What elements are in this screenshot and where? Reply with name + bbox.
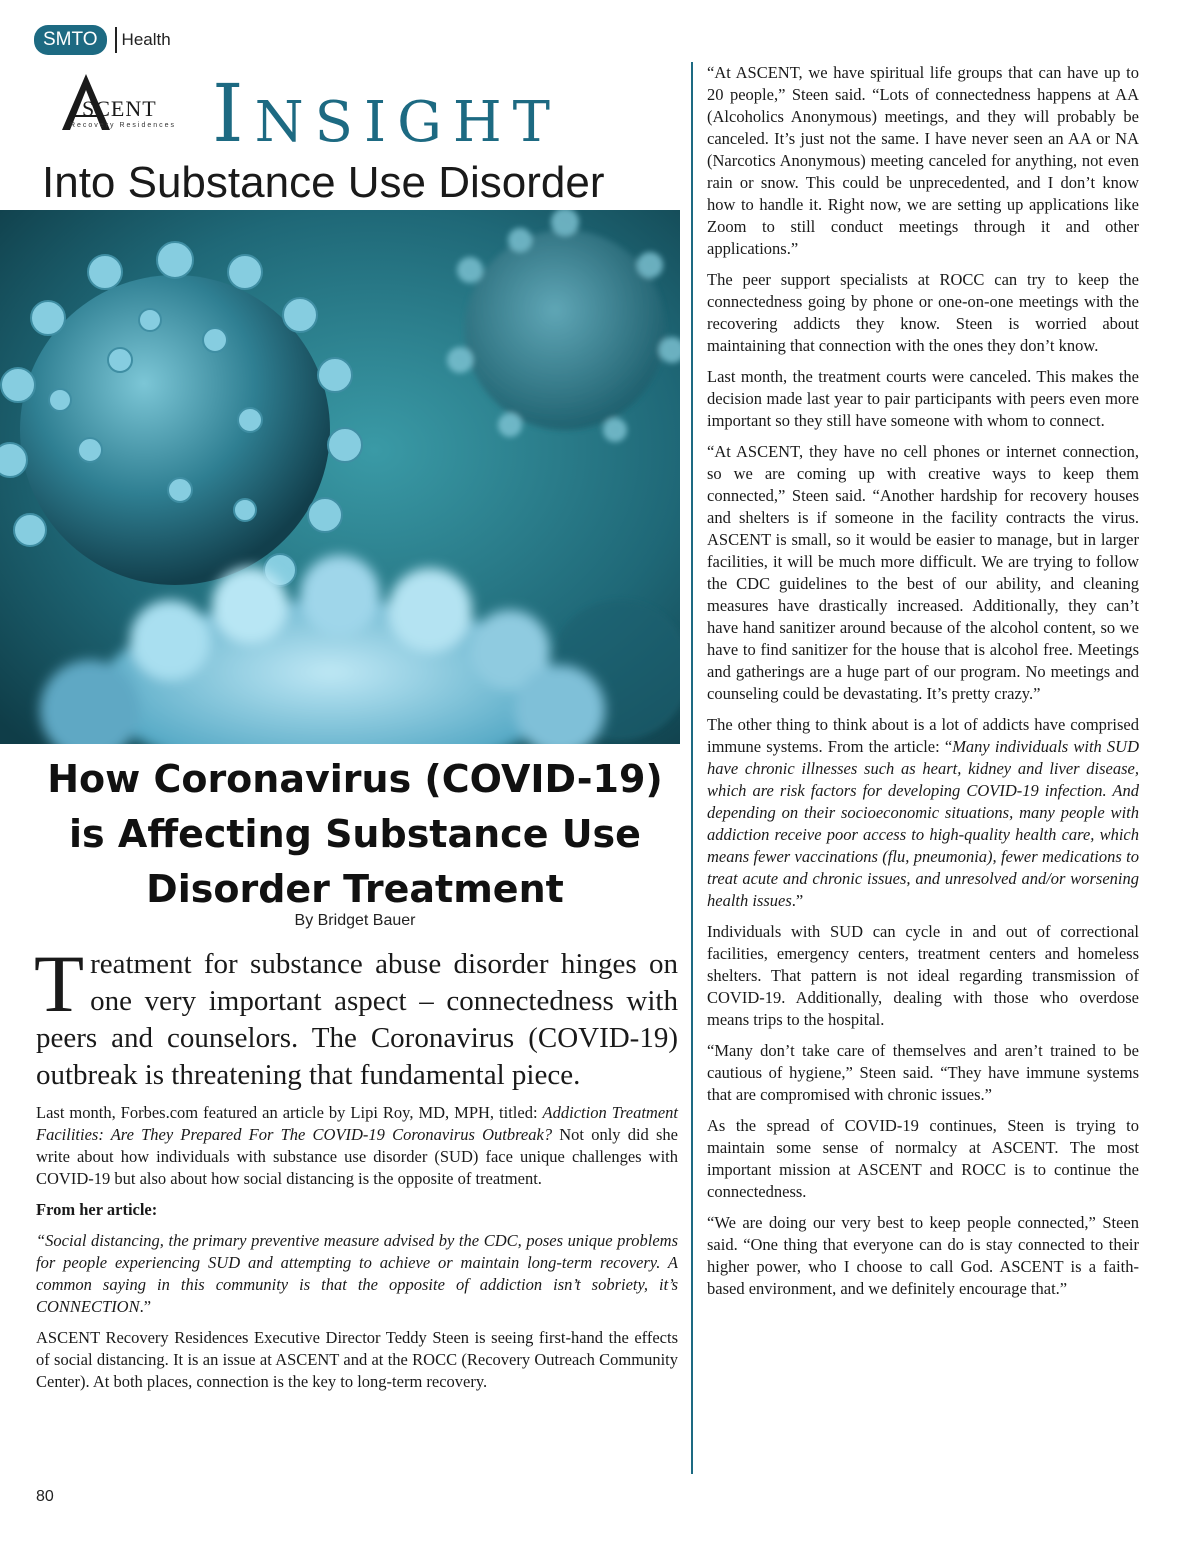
paragraph-forbes-text-a: Last month, Forbes.com featured an article by Lipi Roy, MD, MPH, titled: [36, 1103, 543, 1122]
drop-cap: T [34, 938, 85, 1029]
paragraph-forbes [36, 1102, 678, 1190]
logo-tagline: Recovery Residences [69, 122, 177, 129]
lead-paragraph [34, 938, 678, 1094]
from-article-label: From her article: [36, 1200, 158, 1219]
paragraph-r4: “At ASCENT, they have no cell phones or internet connection, so we are coming up with creative ways to keep them connected,” Steen said. “Another hardship for recovery houses and shelters is if someone in the facility contracts the virus. ASCENT is small, so it would be easier to manage, but in larger facilities, it will be much more difficult. We are trying to follow the CDC guidelines to the best of our ability, and cleaning measures have drastically increased. Additionally, they can’t have hand sanitizer around because of the alcohol content, so we have to find sanitizer for the house that is alcohol free. Meetings and gatherings are a huge part of our program. No meetings and counseling could be devastating. It’s pretty crazy.” [707, 442, 1139, 703]
paragraph-r5-quote: Many individuals with SUD have chronic illnesses such as heart, kidney and liver disease, which are risk factors for developing COVID-19 infection. And depending on their socioeconomic situations, many people with addiction receive poor access to high-quality health care, which means fewer vaccinations (flu, pneumonia), fewer medications to treat acute and chronic issues, and unresolved and/or worsening health issues [707, 737, 1140, 910]
paragraph-r7: “Many don’t take care of themselves and aren’t trained to be cautious of hygiene,” Steen said. “They have immune systems that are compromised with chronic issues.” [707, 1041, 1139, 1104]
paragraph-r5-text-b: .” [791, 891, 804, 910]
right-column [707, 62, 1139, 1309]
section-label: Health [121, 30, 171, 49]
coronavirus-illustration-icon [0, 210, 680, 744]
ascent-logo [56, 72, 182, 138]
headline-line-2: is Affecting Substance Use [69, 812, 641, 856]
headline-line-3: Disorder Treatment [146, 867, 564, 911]
column-divider [691, 62, 693, 1474]
paragraph-r6: Individuals with SUD can cycle in and out of correctional facilities, emergency centers, treatment centers and homeless shelters. That pattern is not ideal regarding transmission of COVID-19. Additionally, dealing with those who overdose means trips to the hospital. [707, 922, 1139, 1029]
article-quote [36, 1230, 678, 1318]
paragraph-r3: Last month, the treatment courts were canceled. This makes the decision made last year to pair participants with peers even more important so they still have someone with whom to connect. [707, 367, 1139, 430]
paragraph-r1: “At ASCENT, we have spiritual life groups that can have up to 20 people,” Steen said. “Lots of connectedness happens at AA (Alcoholics Anonymous) meetings, and they will probably be canceled. It’s just not the same. I have never seen an AA or NA (Narcotics Anonymous) meeting canceled for anything, not even rain or snow. This could be unprecedented, and I don’t know how to handle it. Right now, we are setting up applications like Zoom to still conduct meetings through it and other applications.” [707, 63, 1139, 258]
byline: By Bridget Bauer [294, 912, 416, 929]
header-divider [115, 27, 117, 53]
paragraph-r9: “We are doing our very best to keep people connected,” Steen said. “One thing that everyone can do is stay connected to their higher power, who I choose to call God. ASCENT is a faith-based environment, and we definitely encourage that.” [707, 1213, 1139, 1298]
banner-subtitle: Into Substance Use Disorder [42, 158, 605, 207]
lead-text: reatment for substance abuse disorder hinges on one very important aspect – connectedness with peers and counselors. The Coronavirus (COVID-19) outbreak is threatening that fundamental piece. [36, 948, 678, 1091]
forbes-article-title: Addiction Treatment Facilities: Are They Prepared For The COVID-19 Coronavirus Outbreak? [36, 1103, 678, 1144]
left-column [34, 938, 678, 1402]
page-header [34, 24, 171, 56]
paragraph-r5-text-a: The other thing to think about is a lot of addicts have comprised immune systems. From the article: “ [707, 715, 1139, 756]
publication-badge: SMTO [34, 25, 107, 55]
article-quote-text: “Social distancing, the primary preventive measure advised by the CDC, poses unique problems for people experiencing SUD and attempting to achieve or maintain long-term recovery. A common saying in this community is that the opposite of addiction isn’t sobriety, it’s CONNECTION [36, 1231, 678, 1316]
paragraph-steen: ASCENT Recovery Residences Executive Director Teddy Steen is seeing first-hand the effects of social distancing. It is an issue at ASCENT and at the ROCC (Recovery Outreach Community Center). At both places, connection is the key to long-term recovery. [36, 1328, 678, 1391]
paragraph-r2: The peer support specialists at ROCC can try to keep the connectedness going by phone or one-on-one meetings with the recovering addicts they know. Steen is worried about maintaining that connection with the ones they don’t know. [707, 270, 1139, 355]
article-quote-end: .” [139, 1297, 152, 1316]
paragraph-forbes-text-b: Not only did she write about how individuals with substance use disorder (SUD) face unique challenges with COVID-19 but also about how social distancing is the opposite of treatment. [36, 1125, 678, 1188]
paragraph-r8: As the spread of COVID-19 continues, Steen is trying to maintain some sense of normalcy at ASCENT. The most important mission at ASCENT and ROCC is to continue the connectedness. [707, 1116, 1139, 1201]
article-headline [30, 752, 680, 917]
headline-line-1: How Coronavirus (COVID-19) [47, 757, 663, 801]
paragraph-r5 [707, 714, 1139, 912]
coronavirus-image [0, 210, 680, 744]
banner-title: Insight [212, 67, 562, 160]
page-number: 80 [36, 1488, 54, 1505]
logo-wordmark: SCENT [82, 96, 157, 121]
